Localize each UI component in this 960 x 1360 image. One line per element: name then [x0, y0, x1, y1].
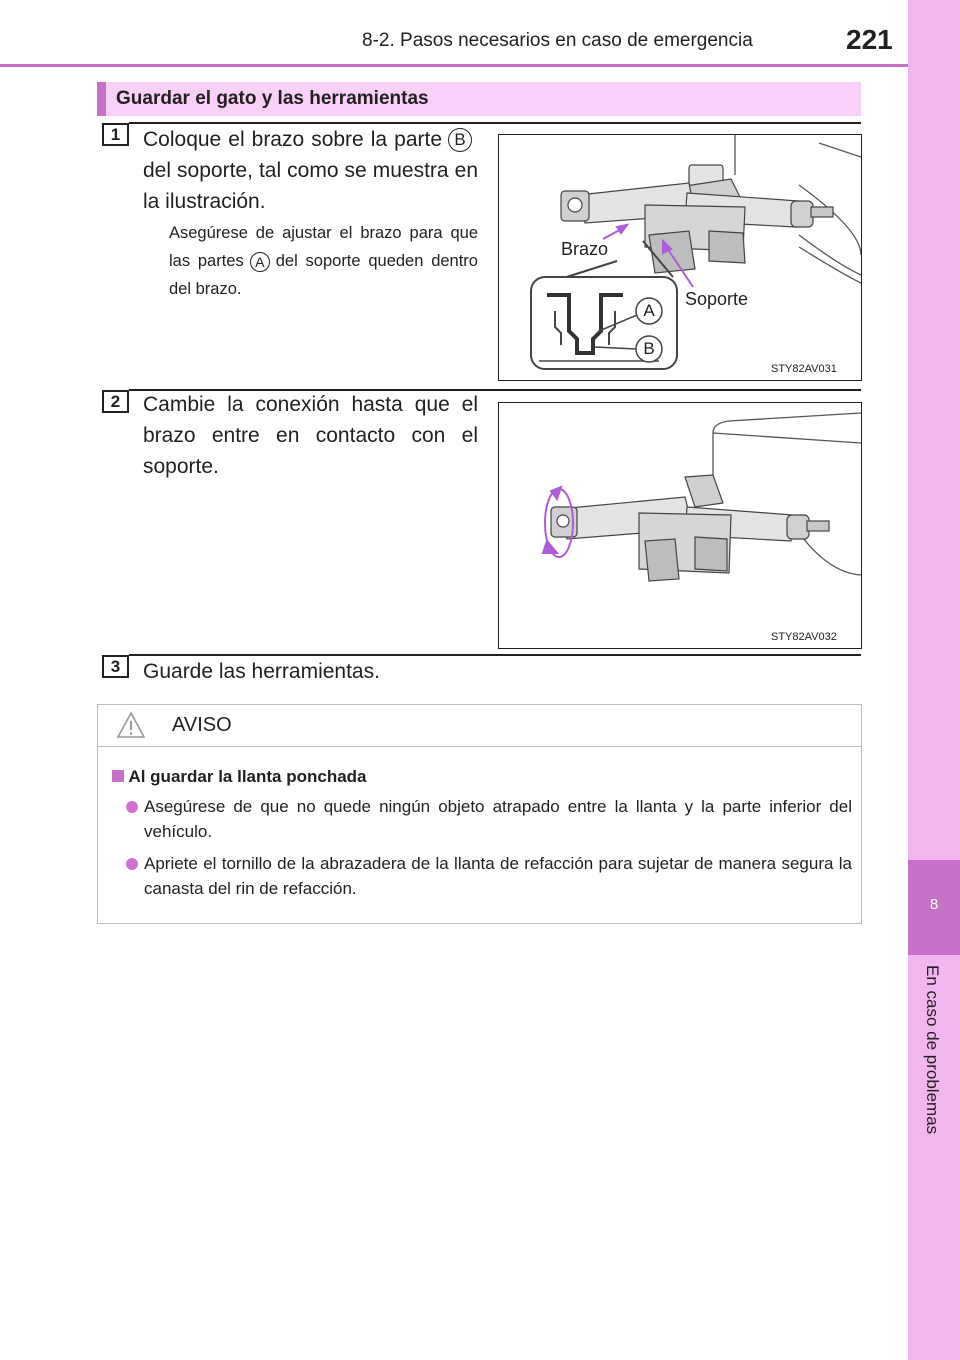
page-number: 221 [846, 24, 893, 55]
jack-illustration [499, 135, 861, 380]
chapter-number: 8 [929, 896, 939, 913]
marker-a: A [250, 252, 270, 272]
callout-b: B [643, 339, 655, 358]
section-header [97, 82, 861, 116]
step-1-text-b: del soporte, tal como se muestra en la ilustración. [143, 159, 478, 213]
bullet-icon [126, 858, 138, 870]
warning-item-1: Asegúrese de que no quede ningún objeto atrapado entre la llanta y la parte inferior del vehículo. [144, 797, 852, 841]
page-header-title: 8-2. Pasos necesarios en caso de emergencia [362, 30, 753, 51]
step-number-3: 3 [102, 655, 129, 678]
step-3-text: Guarde las herramientas. [143, 660, 380, 683]
step-number-1: 1 [102, 123, 129, 146]
warning-heading: Al guardar la llanta ponchada [128, 767, 367, 786]
section-title: Guardar el gato y las herramientas [116, 88, 429, 109]
warning-heading-row [112, 767, 367, 787]
figure-jack-storage [498, 134, 862, 381]
bullet-icon [126, 801, 138, 813]
step-1-text [143, 124, 478, 217]
marker-b: B [448, 128, 472, 152]
warning-icon [116, 711, 146, 739]
step-1-note [169, 219, 478, 303]
warning-item-2: Apriete el tornillo de la abrazadera de la llanta de refacción para sujetar de manera segura la canasta del rin de refacción. [144, 854, 852, 898]
step-number-2: 2 [102, 390, 129, 413]
step-1-text-a: Coloque el brazo sobre la parte [143, 128, 442, 151]
figure-jack-lowering [498, 402, 862, 649]
chapter-label [908, 965, 960, 1165]
label-support: Soporte [685, 289, 749, 309]
header-divider [0, 64, 908, 67]
figure-code-2: STY82AV032 [771, 631, 837, 643]
jack-illustration-2 [499, 403, 861, 648]
label-arm: Brazo [561, 239, 609, 259]
callout-a: A [643, 301, 655, 320]
warning-title: AVISO [172, 714, 232, 736]
figure-code: STY82AV031 [771, 363, 837, 375]
step-1-note-b: del soporte queden dentro del brazo. [169, 252, 478, 298]
chapter-label-text: En caso de problemas [923, 965, 942, 1135]
warning-header [98, 705, 861, 747]
step-1-note-a: Asegúrese de ajustar el brazo para que las partes [169, 224, 478, 270]
warning-box [97, 704, 862, 924]
step-2-text: Cambie la conexión hasta que el brazo entre en contacto con el soporte. [143, 393, 478, 478]
square-bullet-icon [112, 770, 124, 782]
